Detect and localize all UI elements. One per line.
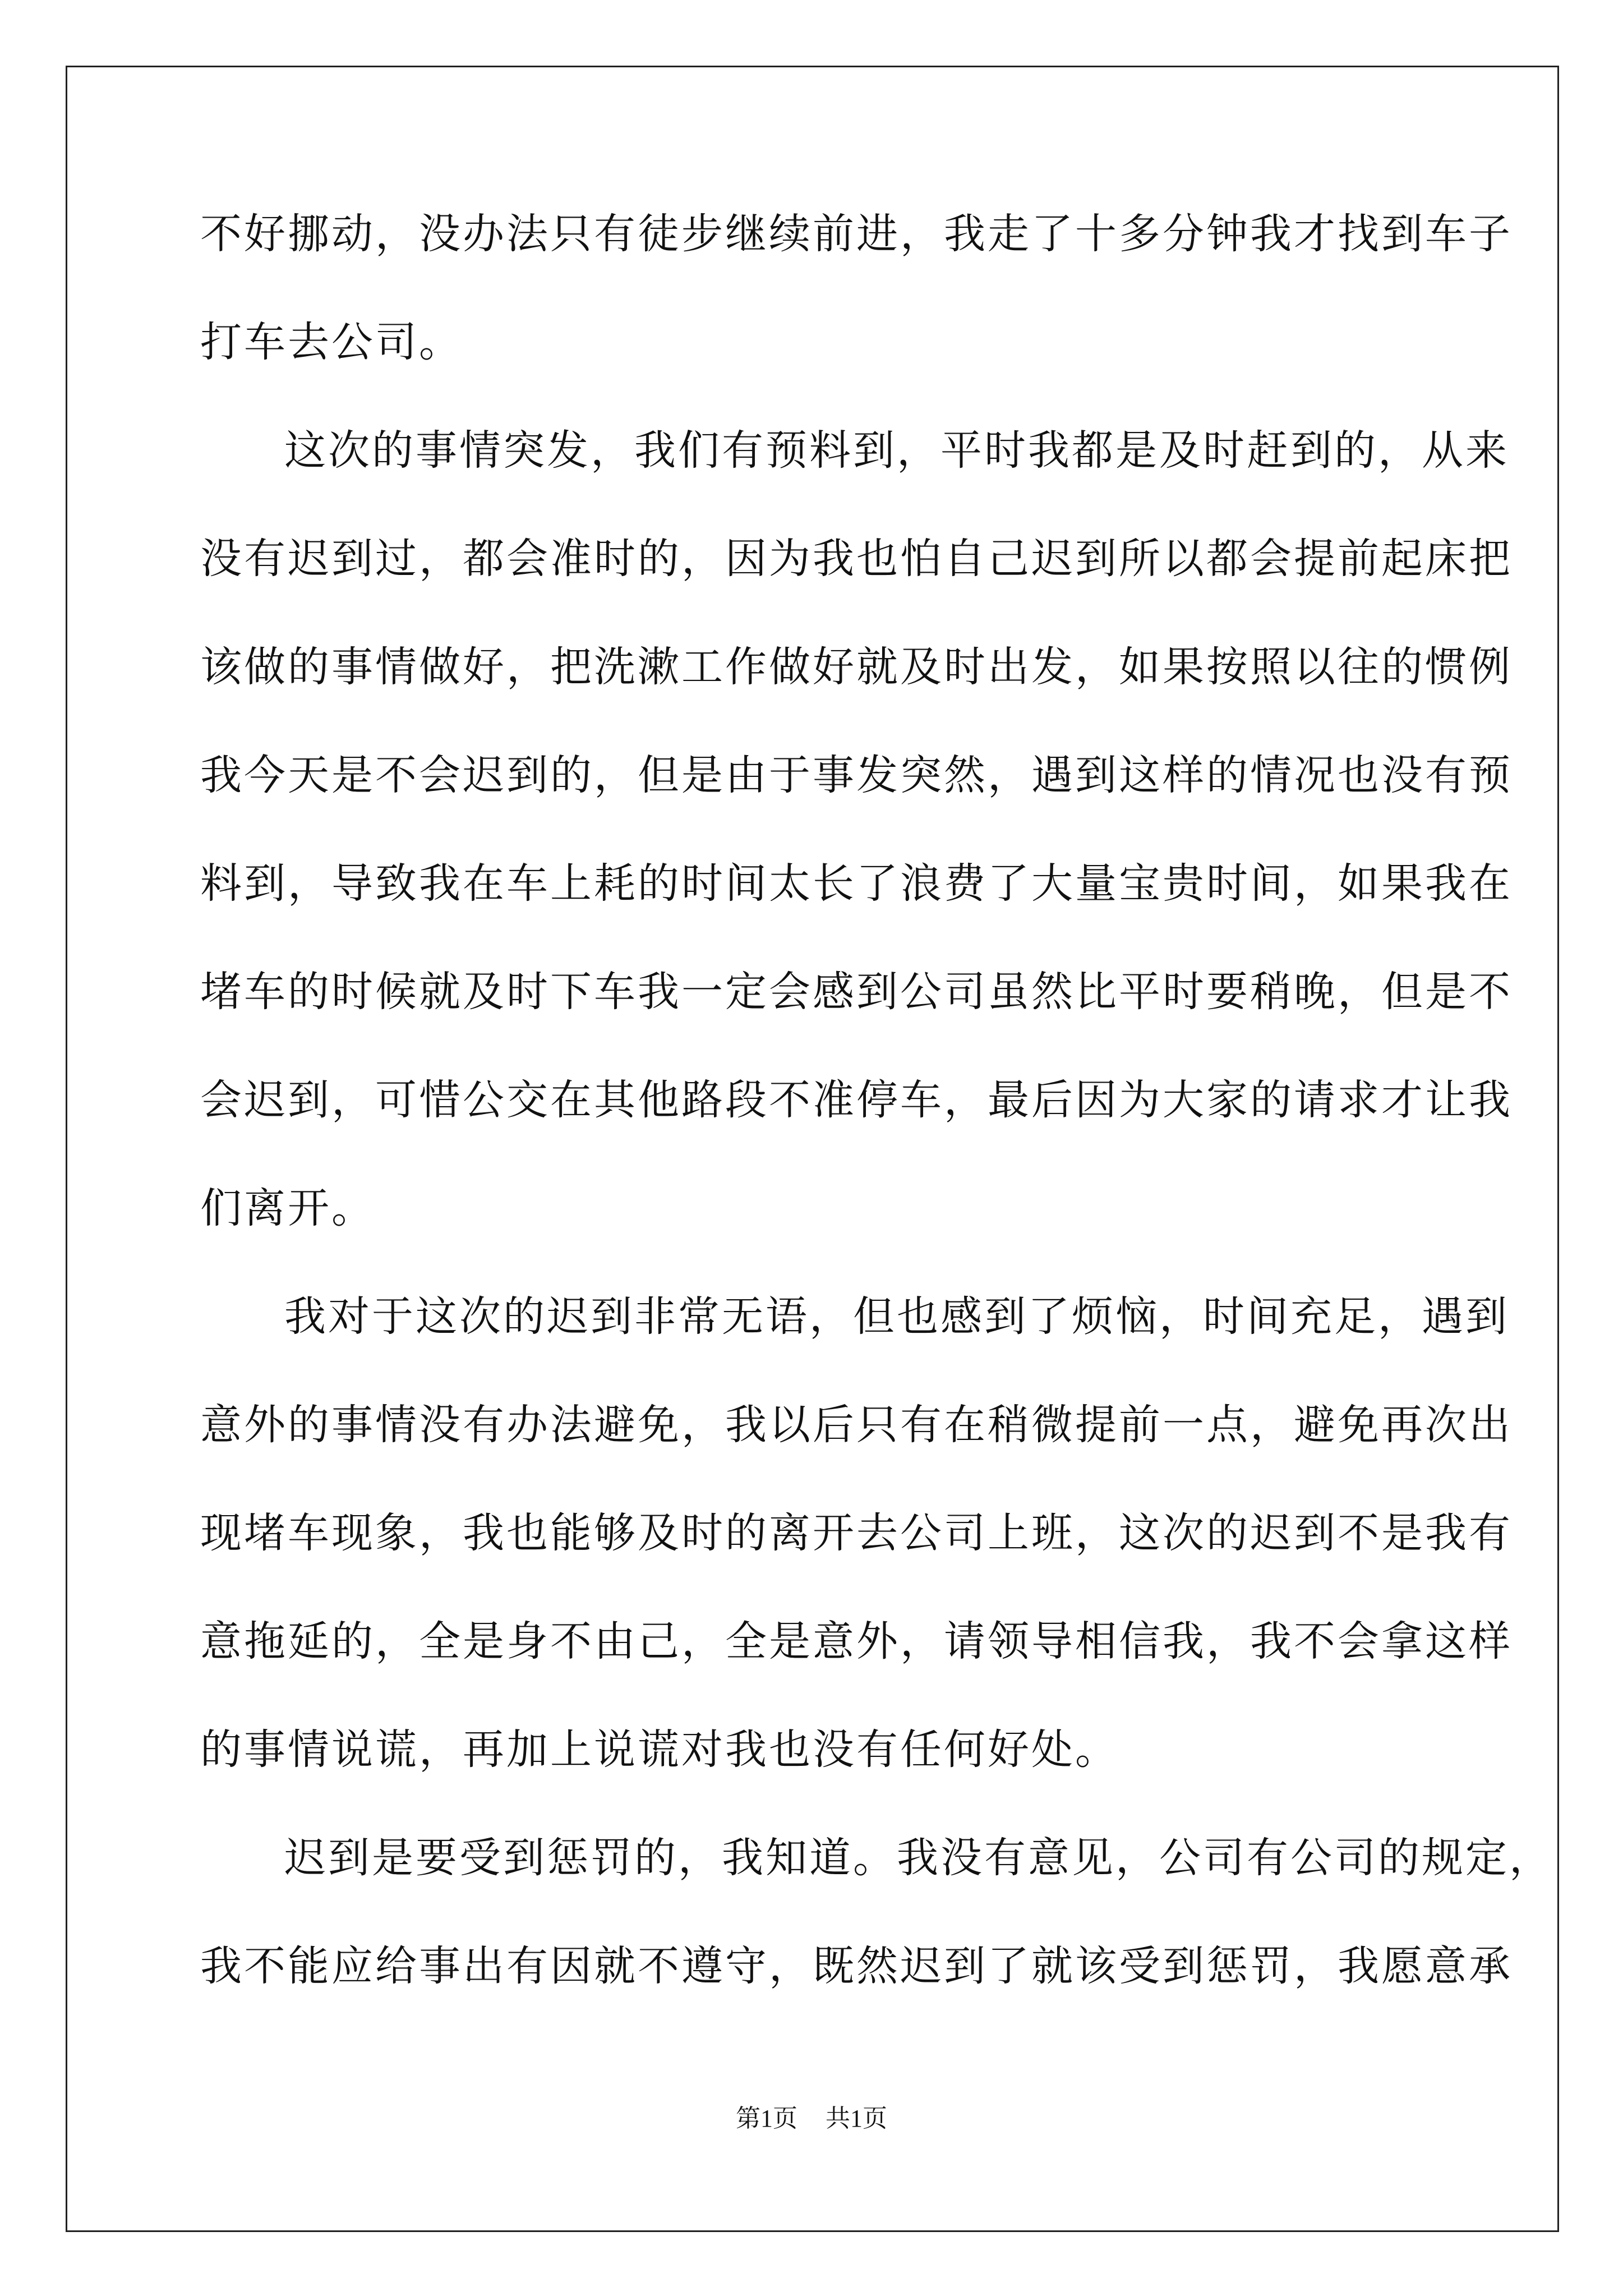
paragraph-start-line: 迟到是要受到惩罚的，我知道。我没有意见，公司有公司的规定， xyxy=(284,1834,1553,1882)
text-line: 我不能应给事出有因就不遵守，既然迟到了就该受到惩罚，我愿意承 xyxy=(200,1942,1513,1990)
text-line: 意拖延的，全是身不由己，全是意外，请领导相信我，我不会拿这样 xyxy=(200,1617,1513,1665)
text-line: 不好挪动，没办法只有徒步继续前进，我走了十多分钟我才找到车子 xyxy=(200,210,1513,258)
page-total: 共1页 xyxy=(826,2105,887,2132)
paragraph-start-line: 我对于这次的迟到非常无语，但也感到了烦恼，时间充足，遇到 xyxy=(284,1292,1509,1341)
text-line: 堵车的时候就及时下车我一定会感到公司虽然比平时要稍晚，但是不 xyxy=(200,968,1513,1016)
text-line: 没有迟到过，都会准时的，因为我也怕自己迟到所以都会提前起床把 xyxy=(200,535,1513,583)
text-line: 该做的事情做好，把洗漱工作做好就及时出发，如果按照以往的惯例 xyxy=(200,643,1513,691)
text-line: 意外的事情没有办法避免，我以后只有在稍微提前一点，避免再次出 xyxy=(200,1401,1513,1449)
text-line: 会迟到，可惜公交在其他路段不准停车，最后因为大家的请求才让我 xyxy=(200,1076,1513,1124)
page-footer xyxy=(0,2098,1623,2134)
page-number: 第1页 xyxy=(736,2105,797,2132)
document-body xyxy=(200,203,1553,2044)
paragraph-start-line: 这次的事情突发，我们有预料到，平时我都是及时赶到的，从来 xyxy=(284,426,1509,475)
text-line: 现堵车现象，我也能够及时的离开去公司上班，这次的迟到不是我有 xyxy=(200,1509,1513,1557)
text-line: 打车去公司。 xyxy=(200,318,463,366)
text-line: 的事情说谎，再加上说谎对我也没有任何好处。 xyxy=(200,1726,1119,1774)
text-line: 料到，导致我在车上耗的时间太长了浪费了大量宝贵时间，如果我在 xyxy=(200,859,1513,908)
text-line: 们离开。 xyxy=(200,1184,375,1232)
text-line: 我今天是不会迟到的，但是由于事发突然，遇到这样的情况也没有预 xyxy=(200,751,1513,799)
